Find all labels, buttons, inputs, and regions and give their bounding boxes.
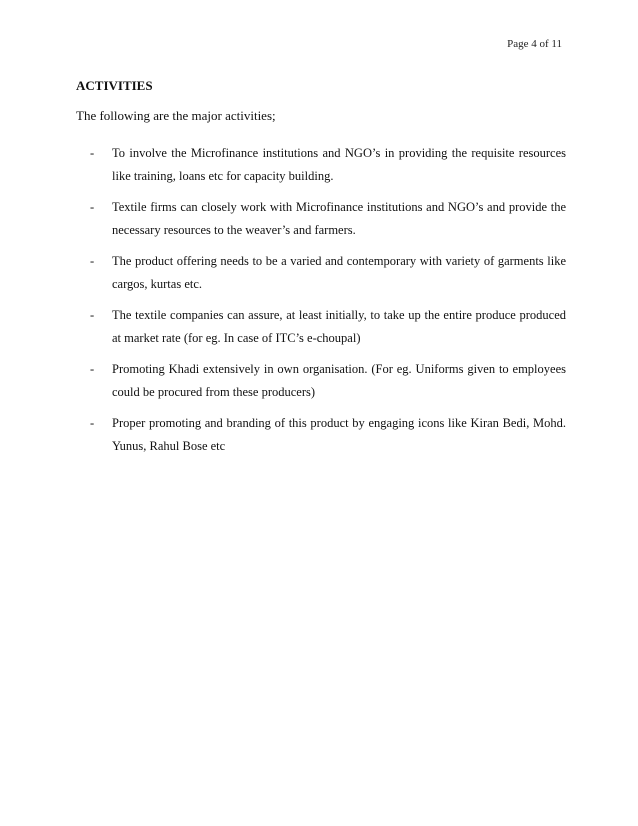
list-item — [76, 304, 566, 350]
bullet-marker: - — [90, 416, 95, 430]
page-number: Page 4 of 11 — [507, 38, 562, 50]
list-item — [76, 196, 566, 242]
intro-paragraph: The following are the major activities; — [76, 108, 276, 123]
section-heading: ACTIVITIES — [76, 78, 153, 93]
list-item — [76, 142, 566, 188]
list-item-text: The product offering needs to be a varied and contemporary with variety of garments like cargos, kurtas etc. — [112, 254, 566, 291]
list-item — [76, 358, 566, 404]
list-item — [76, 250, 566, 296]
bullet-marker: - — [90, 146, 95, 160]
bullet-marker: - — [90, 254, 95, 268]
bullet-marker: - — [90, 362, 95, 376]
activities-list — [76, 142, 566, 466]
list-item-text: The textile companies can assure, at least initially, to take up the entire produce produced at market rate (for eg. In case of ITC’s e-choupal) — [112, 308, 566, 345]
list-item-text: To involve the Microfinance institutions and NGO’s in providing the requisite resources like training, loans etc for capacity building. — [112, 146, 566, 183]
list-item-text: Proper promoting and branding of this product by engaging icons like Kiran Bedi, Mohd. Yunus, Rahul Bose etc — [112, 416, 566, 453]
list-item — [76, 412, 566, 458]
list-item-text: Promoting Khadi extensively in own organisation. (For eg. Uniforms given to employees could be procured from these producers) — [112, 362, 566, 399]
list-item-text: Textile firms can closely work with Microfinance institutions and NGO’s and provide the necessary resources to the weaver’s and farmers. — [112, 200, 566, 237]
bullet-marker: - — [90, 308, 95, 322]
bullet-marker: - — [90, 200, 95, 214]
